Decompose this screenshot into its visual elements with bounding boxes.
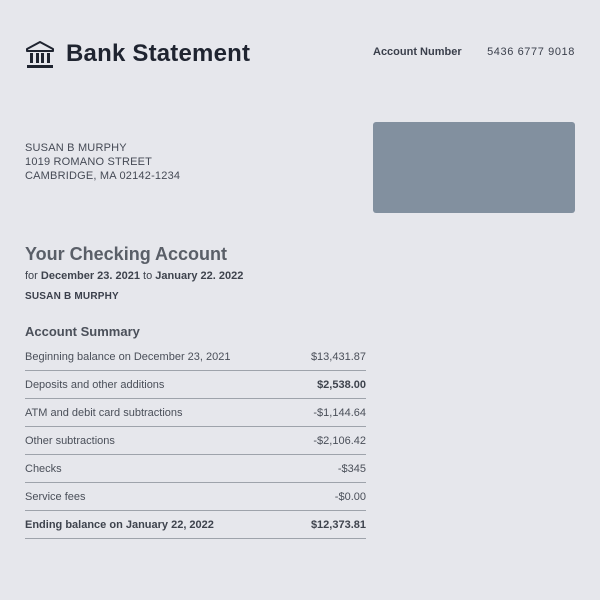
summary-row-value: -$1,144.64 <box>313 407 366 419</box>
summary-row-value: -$0.00 <box>334 491 366 503</box>
bank-building-icon <box>25 40 55 70</box>
summary-row-label: Checks <box>25 463 62 475</box>
summary-row-value: $2,538.00 <box>317 379 366 391</box>
summary-row-label: ATM and debit card subtractions <box>25 407 183 419</box>
address-line-city: CAMBRIDGE, MA 02142-1234 <box>25 170 181 182</box>
account-summary-table <box>25 343 366 539</box>
summary-row-label: Beginning balance on December 23, 2021 <box>25 351 231 363</box>
address-line-name: SUSAN B MURPHY <box>25 142 127 154</box>
address-line-street: 1019 ROMANO STREET <box>25 156 153 168</box>
summary-row-label: Service fees <box>25 491 86 503</box>
summary-row-ending-balance <box>25 511 366 539</box>
summary-row-value: $12,373.81 <box>310 519 366 531</box>
period-start: December 23. 2021 <box>40 270 140 282</box>
checking-account-title: Your Checking Account <box>25 244 228 264</box>
page-title: Bank Statement <box>66 40 251 67</box>
summary-row-beginning-balance <box>25 343 366 371</box>
summary-row-value: -$2,106.42 <box>313 435 366 447</box>
statement-period <box>25 270 243 282</box>
summary-row-service-fees <box>25 483 366 511</box>
summary-row-atm-debit <box>25 399 366 427</box>
account-number-label: Account Number <box>373 46 462 58</box>
summary-row-label: Other subtractions <box>25 435 115 447</box>
account-number-value: 5436 6777 9018 <box>487 46 575 58</box>
summary-row-label: Deposits and other additions <box>25 379 165 391</box>
period-prefix: for <box>25 270 38 282</box>
summary-row-checks <box>25 455 366 483</box>
summary-row-label: Ending balance on January 22, 2022 <box>25 519 214 531</box>
summary-row-other-subtractions <box>25 427 366 455</box>
summary-row-deposits <box>25 371 366 399</box>
period-end: January 22. 2022 <box>155 270 244 282</box>
summary-row-value: $13,431.87 <box>310 351 366 363</box>
address-window-placeholder <box>373 122 575 213</box>
statement-header <box>25 38 575 72</box>
period-to: to <box>143 270 153 282</box>
account-holder: SUSAN B MURPHY <box>25 291 119 302</box>
summary-row-value: -$345 <box>337 463 366 475</box>
mailing-address <box>25 141 180 183</box>
account-summary-title: Account Summary <box>25 324 140 339</box>
